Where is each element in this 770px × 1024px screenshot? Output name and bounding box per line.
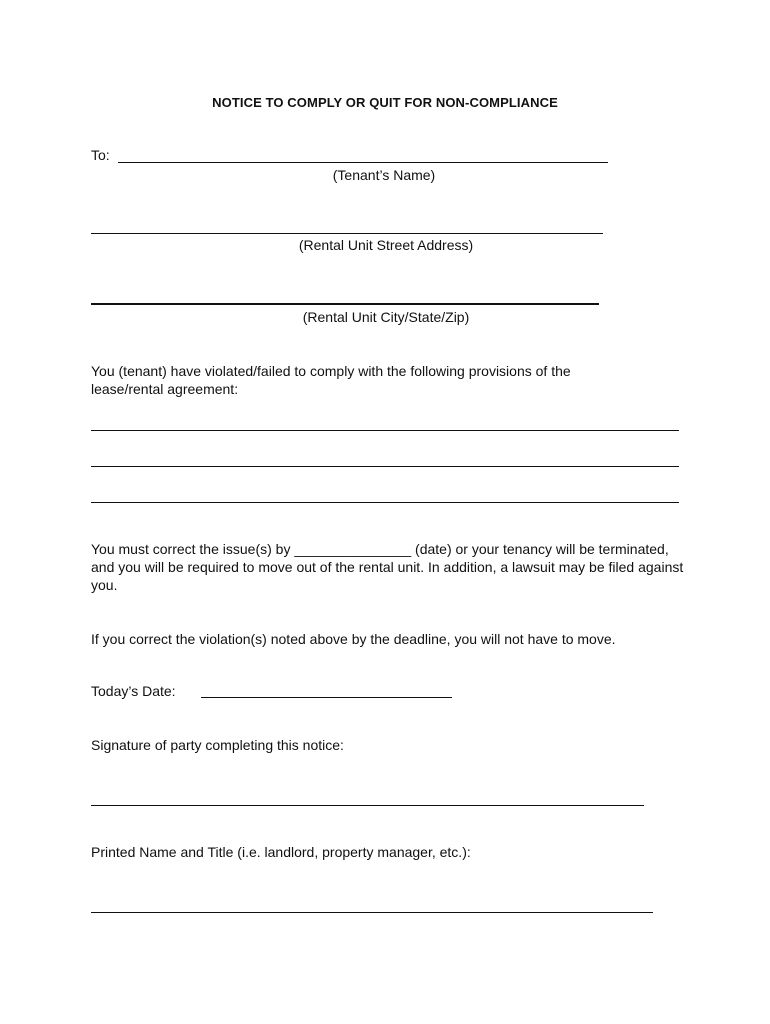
street-address-caption: (Rental Unit Street Address) (298, 237, 474, 253)
violation-line-2[interactable] (91, 466, 679, 467)
tenant-name-field[interactable] (118, 162, 608, 163)
street-address-field[interactable] (91, 233, 603, 234)
todays-date-field[interactable] (201, 697, 452, 698)
correction-date-field[interactable]: _______________ (294, 541, 412, 557)
correction-paragraph (91, 540, 691, 594)
document-title: NOTICE TO COMPLY OR QUIT FOR NON-COMPLIANCE (212, 95, 558, 110)
city-state-zip-caption: (Rental Unit City/State/Zip) (302, 309, 470, 325)
deadline-paragraph: If you correct the violation(s) noted above by the deadline, you will not have to move. (91, 631, 616, 647)
printed-name-label: Printed Name and Title (i.e. landlord, property manager, etc.): (91, 844, 471, 860)
signature-label: Signature of party completing this notice: (91, 737, 344, 753)
city-state-zip-field[interactable] (91, 303, 599, 305)
violation-paragraph: You (tenant) have violated/failed to comply with the following provisions of the lease/rental agreement: (91, 363, 571, 397)
to-label: To: (91, 147, 110, 163)
violation-line-1[interactable] (91, 430, 679, 431)
violation-line-3[interactable] (91, 502, 679, 503)
correction-prefix: You must correct the issue(s) by (91, 541, 291, 557)
signature-field[interactable] (91, 805, 644, 806)
printed-name-field[interactable] (91, 912, 653, 913)
tenant-name-caption: (Tenant’s Name) (332, 167, 436, 183)
todays-date-label: Today’s Date: (91, 683, 176, 699)
correction-suffix: (date) or your tenancy will be terminated, and you will be required to move out of the rental unit. In addition, a lawsuit may be filed against you. (91, 541, 684, 593)
